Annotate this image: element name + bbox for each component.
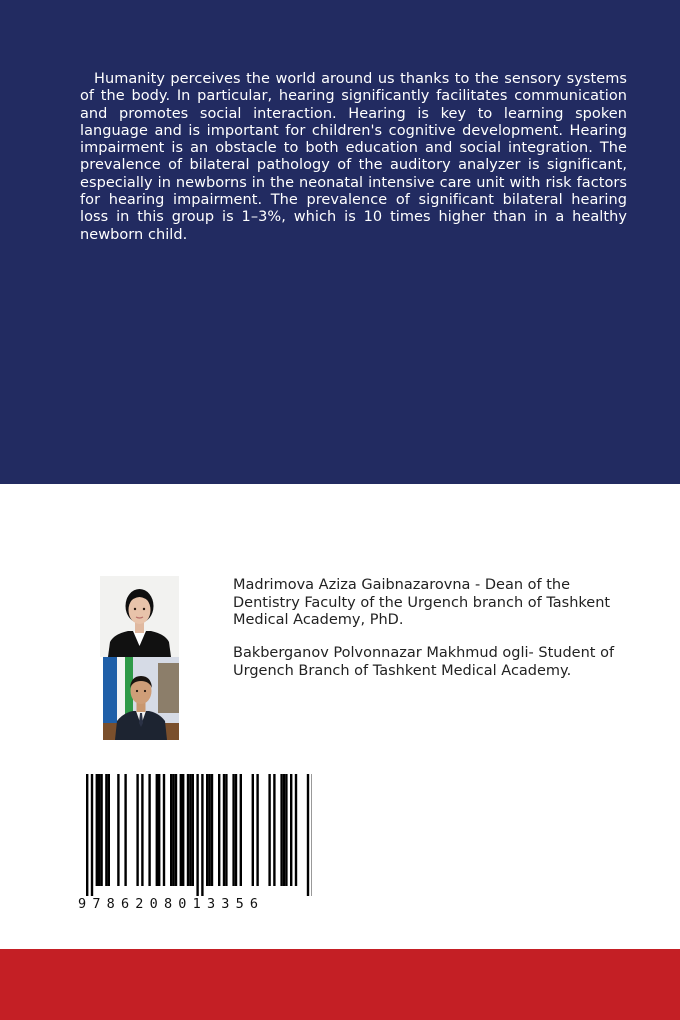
barcode-bar [290, 774, 292, 886]
barcode-bar [175, 774, 177, 886]
barcode-bar [158, 774, 160, 886]
barcode-bar [280, 774, 282, 886]
barcode-bar [117, 774, 119, 886]
barcode-bar [170, 774, 172, 886]
barcode-bar [180, 774, 182, 886]
barcode-bar [86, 774, 88, 896]
barcode-bar [252, 774, 254, 886]
barcode-bar [240, 774, 242, 886]
barcode-bar [124, 774, 126, 886]
man-portrait-image [103, 657, 179, 740]
isbn-barcode [78, 770, 320, 915]
barcode-bar [100, 774, 102, 886]
barcode-bar [208, 774, 210, 886]
barcode-bar [307, 774, 309, 896]
barcode-bar [98, 774, 100, 886]
abstract-text: Humanity perceives the world around us thanks to the sensory systems of the body. In particular, hearing significantly facilitates communication and promotes social interaction. Hearing is key to learning spoken language and is important for children's cognitive development. Hearing impairment is an obstacle to both education and social integration. The prevalence of bilateral pathology of the auditory analyzer is significant, especially in newborns in the neonatal intensive care unit with risk factors for hearing impairment. The prevalence of significant bilateral hearing loss in this group is 1–3%, which is 10 times higher than in a healthy newborn child. [80, 71, 627, 243]
barcode-bar [136, 774, 138, 886]
barcode-bar [232, 774, 234, 886]
barcode-bar [256, 774, 258, 886]
barcode-bars-image [86, 774, 312, 896]
author-bio-1: Madrimova Aziza Gaibnazarovna - Dean of the Dentistry Faculty of the Urgench branch of Tashkent Medical Academy, PhD. [233, 577, 611, 628]
barcode-bar [187, 774, 189, 886]
barcode-bar [225, 774, 227, 886]
cover-top-panel [0, 0, 680, 484]
barcode-bar [235, 774, 237, 886]
author-bio-2: Bakberganov Polvonnazar Makhmud ogli- Student of Urgench Branch of Tashkent Medical Academy. [233, 645, 615, 679]
author-photo-2 [103, 657, 179, 740]
barcode-bar [105, 774, 107, 886]
barcode-bar [268, 774, 270, 886]
barcode-bar [201, 774, 203, 896]
barcode-bar [141, 774, 143, 886]
barcode-bar [192, 774, 194, 886]
barcode-bar [189, 774, 191, 886]
woman-portrait-image [100, 576, 179, 657]
barcode-bar [283, 774, 285, 886]
barcode-bar [172, 774, 174, 886]
barcode-bar [108, 774, 110, 886]
barcode-bar [91, 774, 93, 896]
barcode-bar [273, 774, 275, 886]
barcode-bar [163, 774, 165, 886]
barcode-bar [285, 774, 287, 886]
barcode-bar [206, 774, 208, 886]
barcode-bar [211, 774, 213, 886]
barcode-bar [182, 774, 184, 886]
barcode-bar [218, 774, 220, 886]
author-photo-1 [100, 576, 179, 657]
barcode-bar [295, 774, 297, 886]
barcode-bar [96, 774, 98, 886]
barcode-bar [156, 774, 158, 886]
barcode-bar [148, 774, 150, 886]
barcode-bar [223, 774, 225, 886]
cover-bottom-band [0, 949, 680, 1020]
barcode-bar [196, 774, 198, 896]
barcode-digits: 9786208013356 [78, 896, 265, 912]
